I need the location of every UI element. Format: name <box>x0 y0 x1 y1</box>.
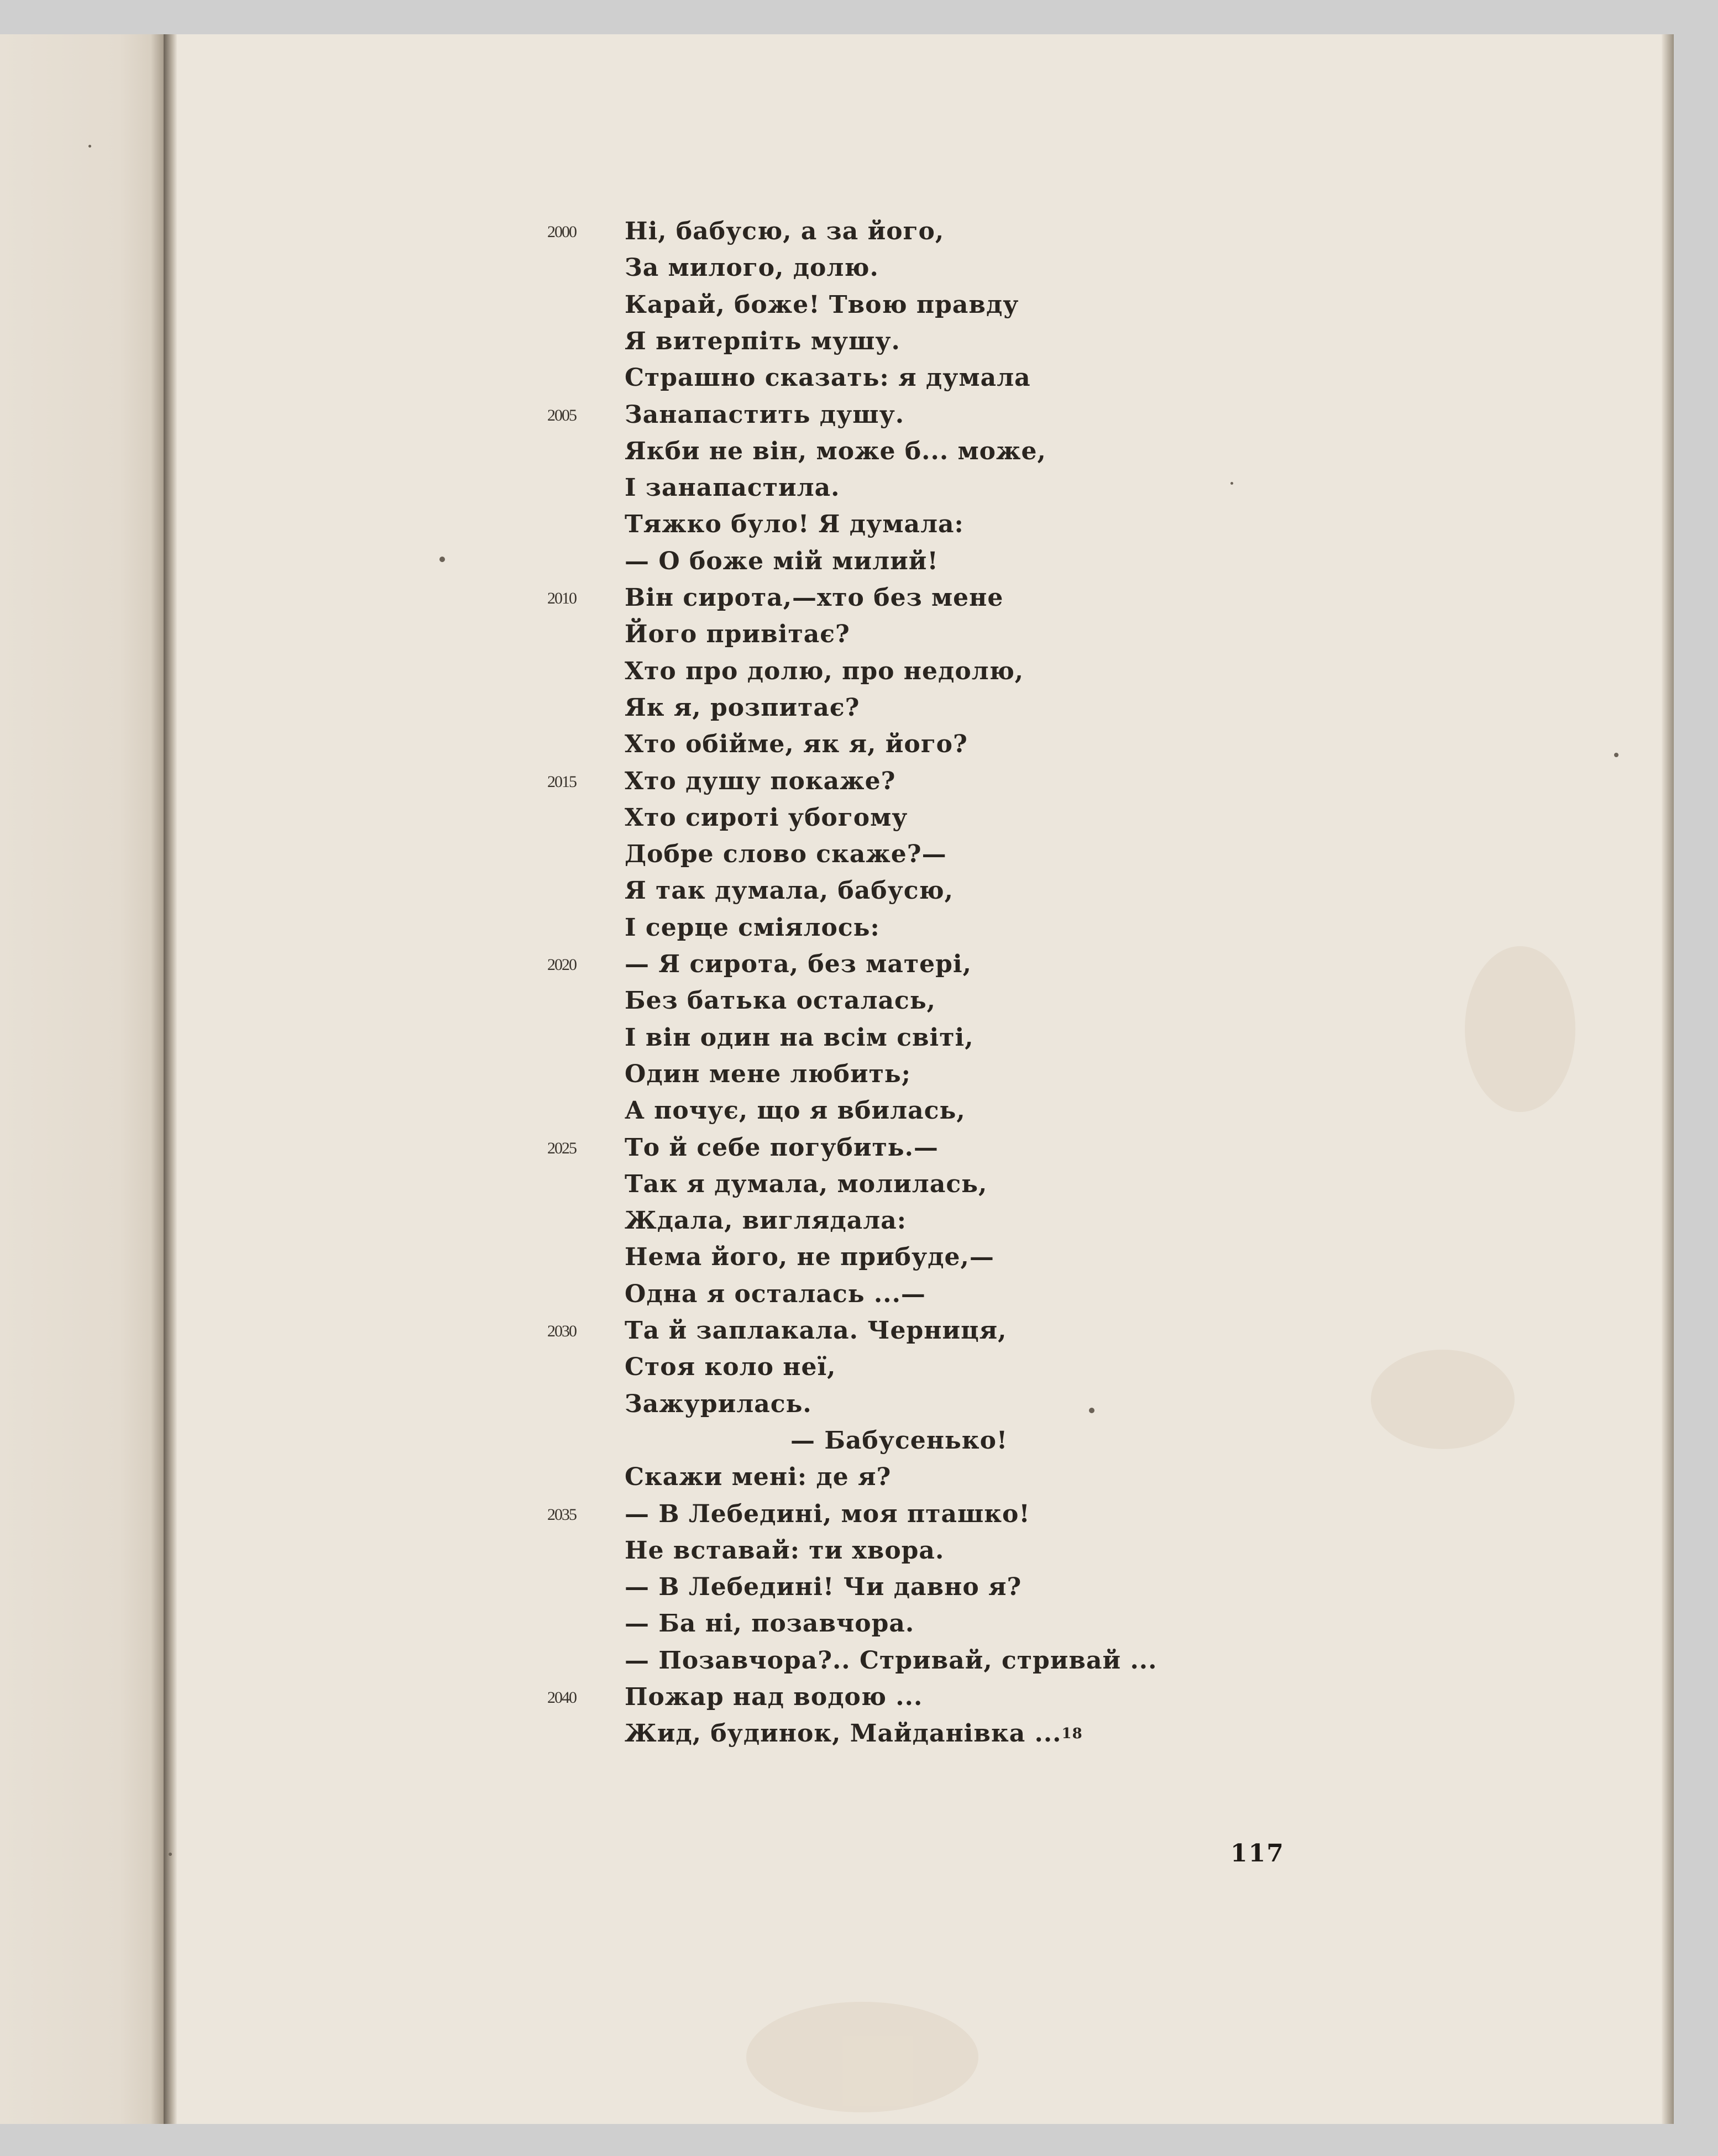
poem-line: Стоя коло неї, <box>625 1353 836 1382</box>
ink-speck <box>439 557 445 562</box>
page-number: 117 <box>1230 1839 1285 1868</box>
ink-speck <box>1089 1408 1094 1413</box>
poem-line: То й себе погубить.— <box>625 1133 939 1162</box>
poem-line: — О боже мій милий! <box>625 547 939 575</box>
line-number: 2005 <box>547 406 576 424</box>
poem-line: Він сирота,—хто без мене <box>625 584 1004 612</box>
poem-line: Хто душу покаже? <box>625 767 896 795</box>
poem-line: І занапастила. <box>625 474 840 502</box>
poem-line: Одна я осталась ...— <box>625 1279 926 1308</box>
poem-line: — В Лебедині! Чи давно я? <box>625 1573 1022 1602</box>
ink-speck <box>1230 482 1233 485</box>
poem-line: Один мене любить; <box>625 1059 912 1088</box>
line-number: 2000 <box>547 223 576 241</box>
poem-line: — Я сирота, без матері, <box>625 950 972 978</box>
poem-line: І він один на всім світі, <box>625 1023 974 1052</box>
poem-line: І серце сміялось: <box>625 913 880 942</box>
poem-line: Ні, бабусю, а за його, <box>625 217 945 245</box>
poem-line: Занапастить душу. <box>625 400 905 429</box>
line-number: 2020 <box>547 956 576 974</box>
footnote-ref: 18 <box>1061 1725 1083 1743</box>
poem-line: За милого, долю. <box>625 254 879 282</box>
poem-line: Хто про долю, про недолю, <box>625 657 1024 685</box>
line-number: 2010 <box>547 589 576 607</box>
book-page <box>0 34 1674 2124</box>
poem-line: Не вставай: ти хвора. <box>625 1536 945 1565</box>
poem-line: Пожар над водою ... <box>625 1683 923 1711</box>
poem-line: Я так думала, бабусю, <box>625 877 954 905</box>
poem-line: — Бабусенько! <box>790 1426 1008 1455</box>
poem-line: Та й заплакала. Черниця, <box>625 1316 1007 1345</box>
poem-line: — Позавчора?.. Стривай, стривай ... <box>625 1646 1157 1675</box>
ink-speck <box>88 145 91 148</box>
poem-line: Як я, розпитає? <box>625 693 860 722</box>
poem-line: Ждала, виглядала: <box>625 1206 907 1235</box>
poem-line: Добре слово скаже?— <box>625 840 947 869</box>
poem-line: Я витерпіть мушу. <box>625 327 900 355</box>
poem-line: Нема його, не прибуде,— <box>625 1243 994 1272</box>
page-fold <box>164 34 177 2124</box>
ink-speck <box>169 1853 172 1856</box>
poem-line: Зажурилась. <box>625 1389 812 1418</box>
ink-speck <box>1614 753 1619 757</box>
line-number: 2040 <box>547 1688 576 1707</box>
line-number: 2015 <box>547 772 576 791</box>
line-number: 2025 <box>547 1139 576 1157</box>
poem-line: Його привітає? <box>625 620 850 649</box>
page-edge <box>1662 34 1674 2124</box>
poem-line: Хто обійме, як я, його? <box>625 730 968 759</box>
paper-stain <box>746 2002 978 2112</box>
poem-line: Карай, боже! Твою правду <box>625 290 1019 319</box>
poem-line: Без батька осталась, <box>625 987 936 1015</box>
poem-line: Жид, будинок, Майданівка ...$^{18}$ <box>625 1719 1083 1748</box>
paper-stain <box>1465 946 1575 1112</box>
poem-line: Скажи мені: де я? <box>625 1463 892 1492</box>
paper-stain <box>1371 1350 1515 1449</box>
poem-line: Якби не він, може б... може, <box>625 437 1046 465</box>
poem-line: — Ба ні, позавчора. <box>625 1609 915 1638</box>
poem-line: Хто сироті убогому <box>625 803 908 832</box>
poem-line: — В Лебедині, моя пташко! <box>625 1499 1030 1528</box>
line-number: 2035 <box>547 1505 576 1524</box>
poem-line: А почує, що я вбилась, <box>625 1097 966 1125</box>
poem-line: Страшно сказать: я думала <box>625 364 1031 392</box>
poem-line: Так я думала, молилась, <box>625 1169 988 1198</box>
line-number: 2030 <box>547 1322 576 1340</box>
poem-line: Тяжко було! Я думала: <box>625 510 964 539</box>
left-gutter <box>0 34 171 2124</box>
